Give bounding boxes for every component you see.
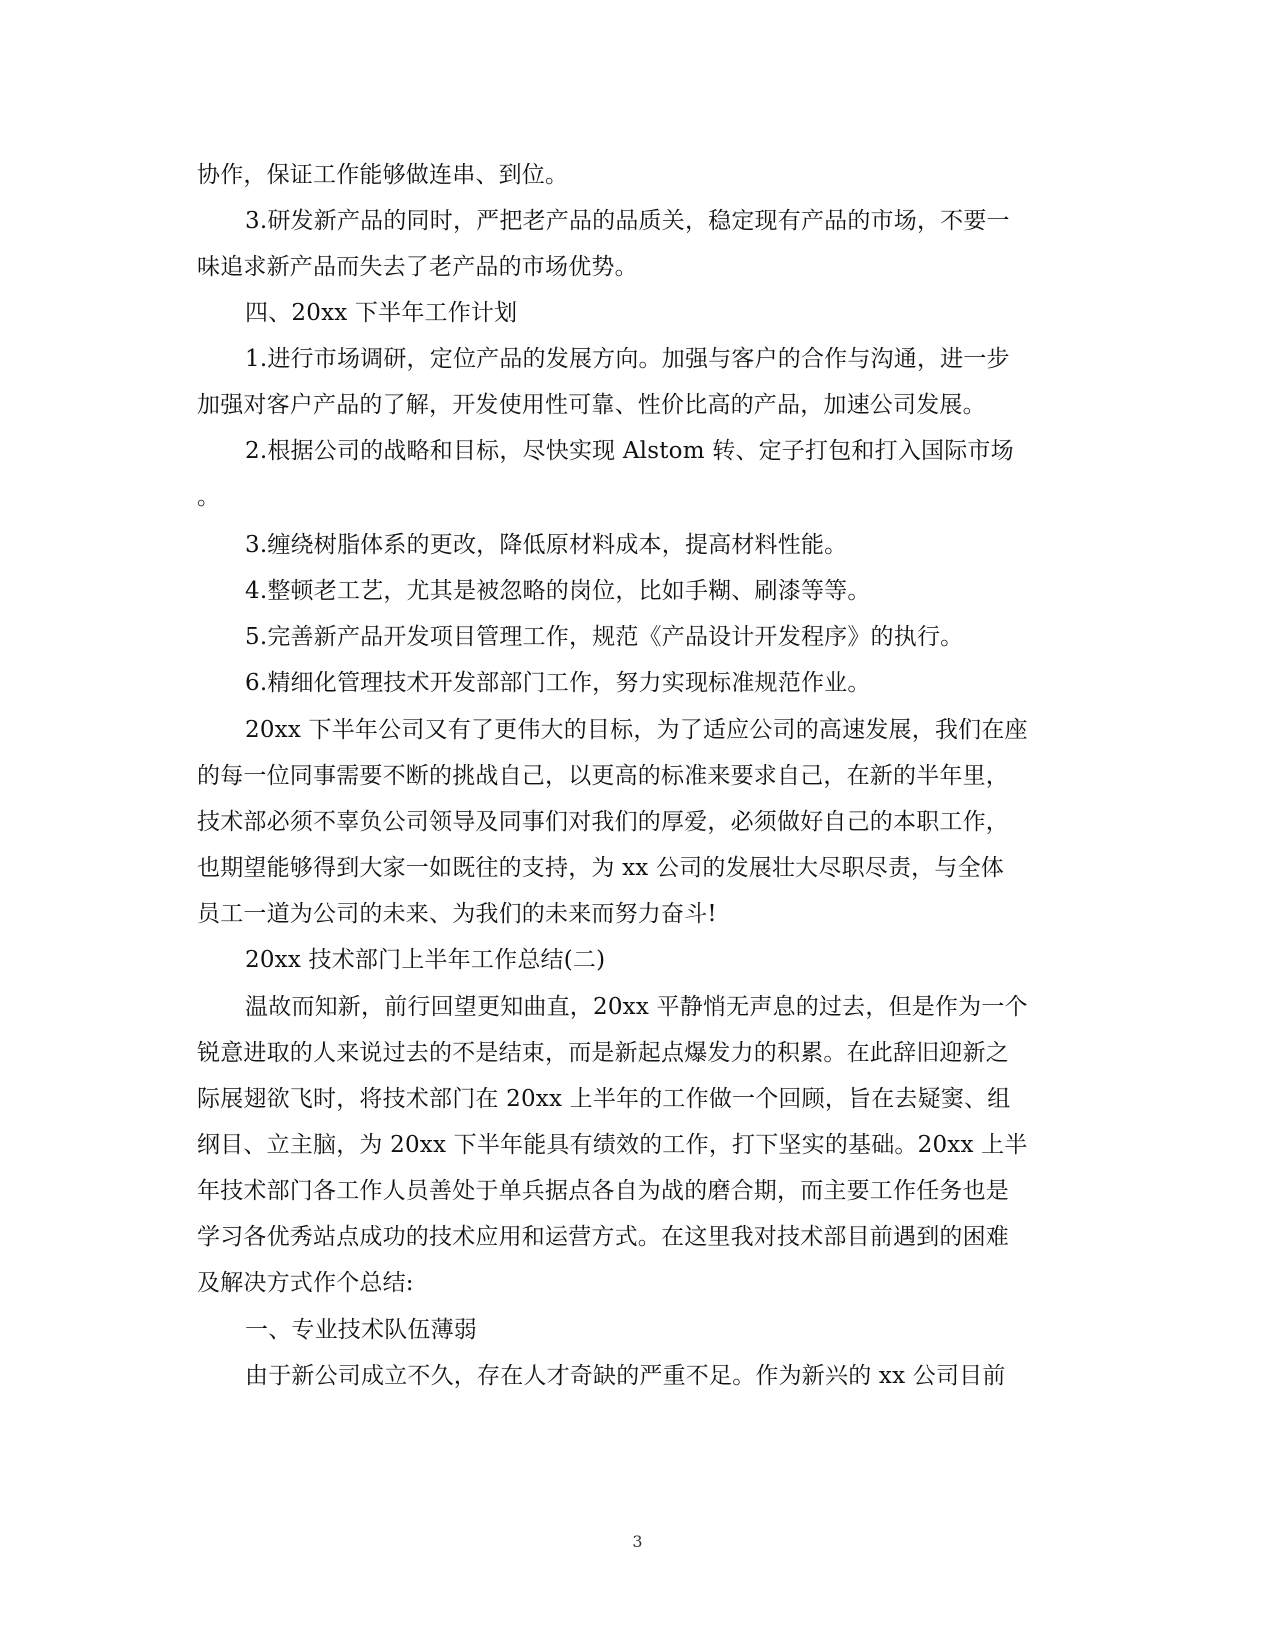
text-line: 。 bbox=[197, 484, 221, 510]
page-number: 3 bbox=[632, 1532, 643, 1551]
section-heading: 一、专业技术队伍薄弱 bbox=[245, 1317, 477, 1343]
text-line: 4.整顿老工艺，尤其是被忽略的岗位，比如手糊、刷漆等等。 bbox=[245, 578, 871, 604]
text-line: 协作，保证工作能够做连串、到位。 bbox=[197, 162, 569, 188]
text-line: 际展翅欲飞时，将技术部门在 20xx 上半年的工作做一个回顾，旨在去疑窦、组 bbox=[197, 1086, 1011, 1112]
text-line: 加强对客户产品的了解，开发使用性可靠、性价比高的产品，加速公司发展。 bbox=[197, 392, 986, 418]
section-heading: 20xx 技术部门上半年工作总结(二) bbox=[245, 947, 606, 973]
text-line: 员工一道为公司的未来、为我们的未来而努力奋斗! bbox=[197, 901, 717, 927]
text-line: 锐意进取的人来说过去的不是结束，而是新起点爆发力的积累。在此辞旧迎新之 bbox=[197, 1040, 1009, 1066]
text-line: 2.根据公司的战略和目标，尽快实现 Alstom 转、定子打包和打入国际市场 bbox=[245, 438, 1014, 464]
text-line: 1.进行市场调研，定位产品的发展方向。加强与客户的合作与沟通，进一步 bbox=[245, 346, 1010, 372]
text-line: 及解决方式作个总结: bbox=[197, 1270, 414, 1296]
text-line: 年技术部门各工作人员善处于单兵据点各自为战的磨合期，而主要工作任务也是 bbox=[197, 1178, 1009, 1204]
text-line: 5.完善新产品开发项目管理工作，规范《产品设计开发程序》的执行。 bbox=[245, 624, 964, 650]
text-line: 学习各优秀站点成功的技术应用和运营方式。在这里我对技术部目前遇到的困难 bbox=[197, 1224, 1009, 1250]
text-line: 纲目、立主脑，为 20xx 下半年能具有绩效的工作，打下坚实的基础。20xx 上半 bbox=[197, 1132, 1028, 1158]
text-line: 由于新公司成立不久，存在人才奇缺的严重不足。作为新兴的 xx 公司目前 bbox=[245, 1363, 1006, 1389]
text-line: 技术部必须不辜负公司领导及同事们对我们的厚爱，必须做好自己的本职工作， bbox=[197, 809, 1009, 835]
section-heading: 四、20xx 下半年工作计划 bbox=[245, 300, 518, 326]
text-line: 味追求新产品而失去了老产品的市场优势。 bbox=[197, 254, 638, 280]
text-line: 也期望能够得到大家一如既往的支持，为 xx 公司的发展壮大尽职尽责，与全体 bbox=[197, 855, 1004, 881]
text-line: 3.缠绕树脂体系的更改，降低原材料成本，提高材料性能。 bbox=[245, 532, 848, 558]
text-line: 温故而知新，前行回望更知曲直，20xx 平静悄无声息的过去，但是作为一个 bbox=[245, 994, 1028, 1020]
text-line: 6.精细化管理技术开发部部门工作，努力实现标准规范作业。 bbox=[245, 670, 871, 696]
text-line: 20xx 下半年公司又有了更伟大的目标，为了适应公司的高速发展，我们在座 bbox=[245, 717, 1028, 743]
text-line: 的每一位同事需要不断的挑战自己，以更高的标准来要求自己，在新的半年里， bbox=[197, 763, 1009, 789]
text-line: 3.研发新产品的同时，严把老产品的品质关，稳定现有产品的市场，不要一 bbox=[245, 208, 1010, 234]
